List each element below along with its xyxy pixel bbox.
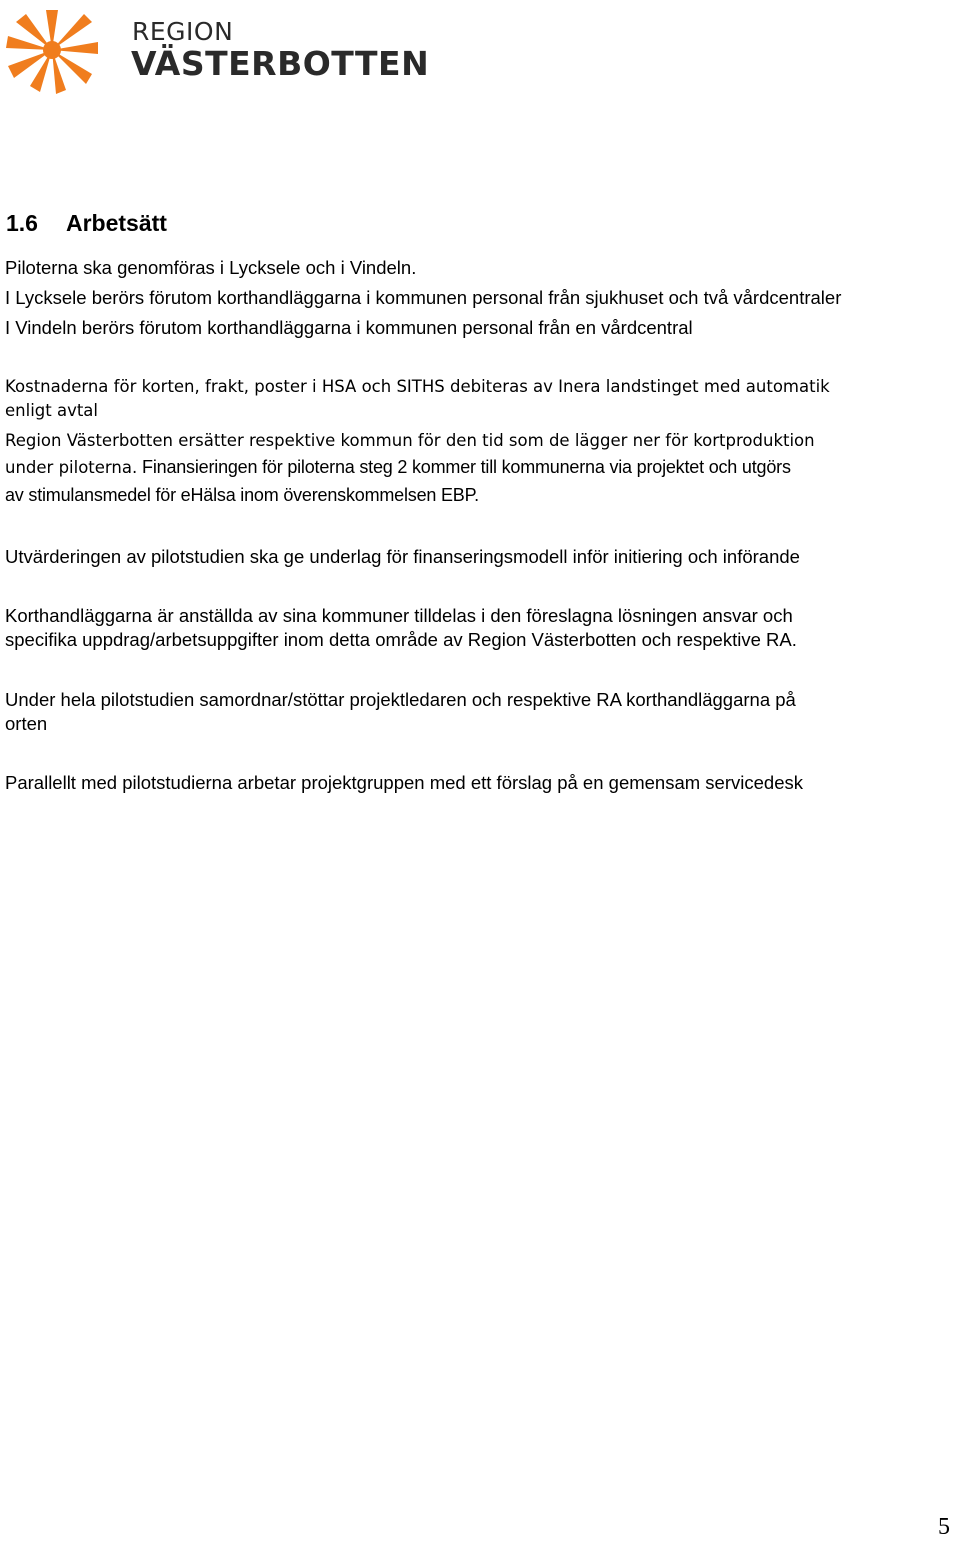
paragraph-line: Region Västerbotten ersätter respektive kommun för den tid som de lägger ner för kortproduktion [5,431,815,450]
paragraph-line: I Lycksele berörs förutom korthandläggarna i kommunen personal från sjukhuset och två vårdcentraler [5,287,842,308]
section-number: 1.6 [6,210,38,236]
paragraph-line: av stimulansmedel för eHälsa inom överenskommelsen EBP. [5,485,479,505]
logo-text-vasterbotten: VÄSTERBOTTEN [131,44,430,83]
logo-text-region: REGION [132,17,234,46]
paragraph-line: Utvärderingen av pilotstudien ska ge underlag för finanseringsmodell inför initiering och införande [5,546,800,567]
paragraph-line: I Vindeln berörs förutom korthandläggarna i kommunen personal från en vårdcentral [5,317,693,338]
paragraph-line: enligt avtal [5,401,99,420]
page-number: 5 [938,1514,950,1540]
paragraph-line: specifika uppdrag/arbetsuppgifter inom detta område av Region Västerbotten och respektive RA. [5,629,797,650]
paragraph-line: Parallellt med pilotstudierna arbetar projektgruppen med ett förslag på en gemensam servicedesk [5,772,803,793]
paragraph-line [5,455,791,480]
section-title: Arbetsätt [66,210,167,236]
section-heading [6,210,167,237]
paragraph-line: Kostnaderna för korten, frakt, poster i HSA och SITHS debiteras av Inera landstinget med automatik [5,377,830,396]
star-logo-icon [2,4,102,96]
paragraph-fragment: Finansieringen för piloterna steg 2 kommer till kommunerna via projektet och utgörs [137,457,791,477]
paragraph-line: orten [5,713,48,734]
region-vasterbotten-logo [0,0,430,100]
paragraph-line: Korthandläggarna är anställda av sina kommuner tilldelas i den föreslagna lösningen ansvar och [5,605,793,626]
paragraph-fragment: under piloterna. [5,458,138,477]
paragraph-line: Piloterna ska genomföras i Lycksele och i Vindeln. [5,257,417,278]
paragraph-line: Under hela pilotstudien samordnar/stöttar projektledaren och respektive RA korthandläggarna på [5,689,796,710]
